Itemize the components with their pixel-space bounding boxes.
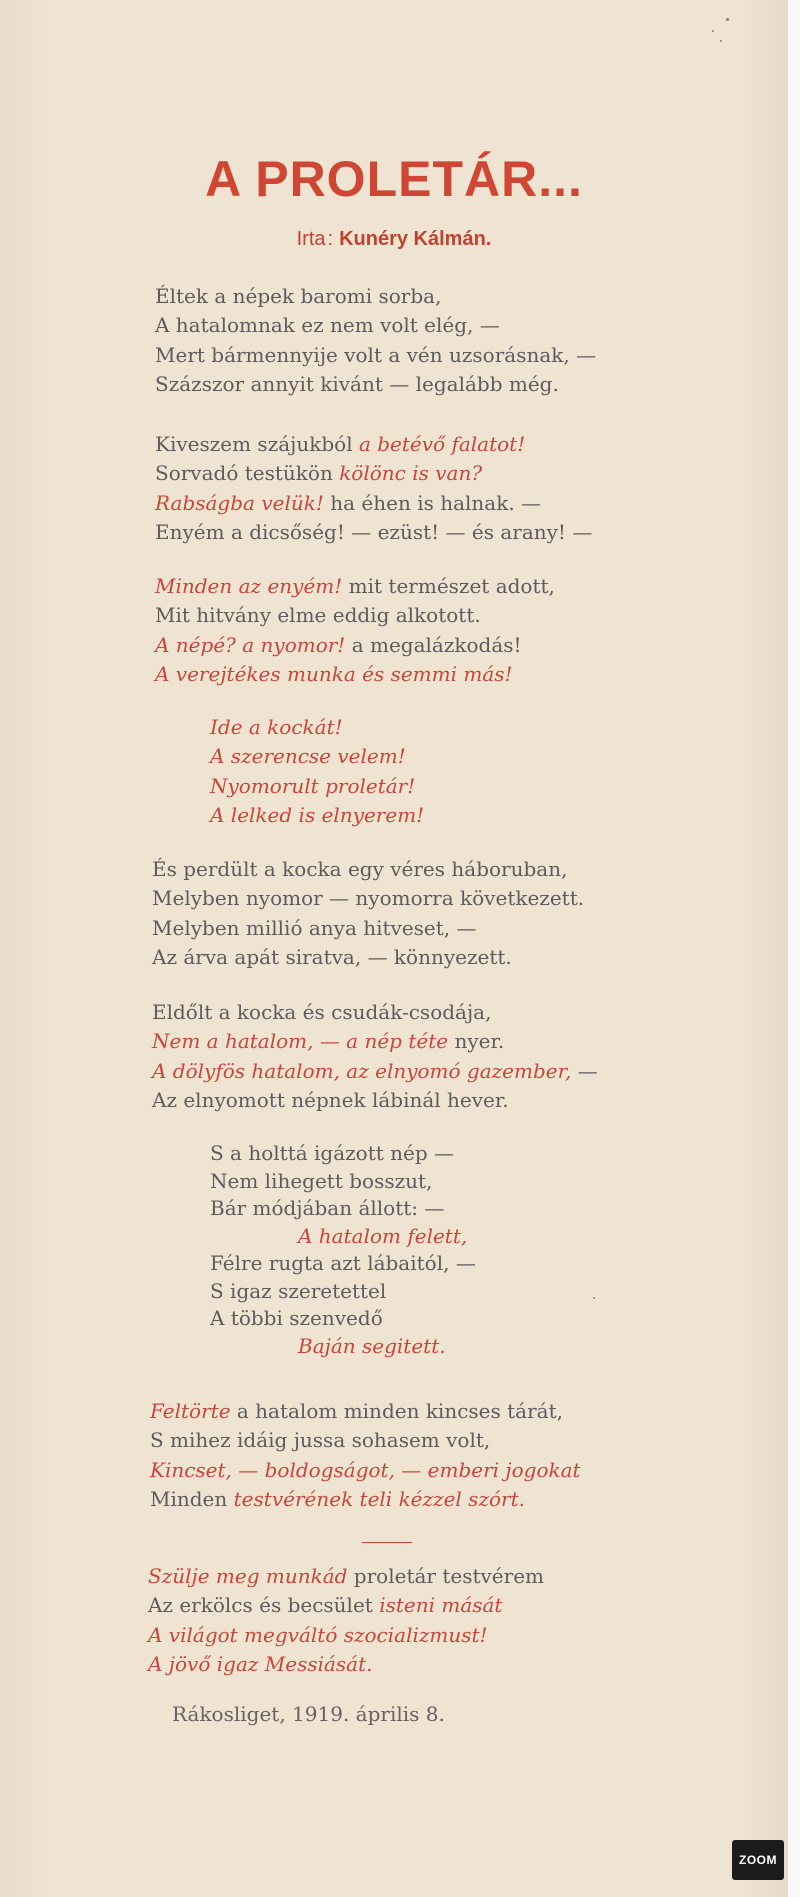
text-segment: Az elnyomott népnek lábinál hever. <box>152 1087 509 1112</box>
poem-line <box>210 772 424 801</box>
italic-segment: A jövő igaz Messiását. <box>148 1651 373 1676</box>
poem-line <box>155 311 596 340</box>
stanza <box>155 430 592 547</box>
poem-line <box>210 1278 476 1306</box>
poem-line <box>148 1591 544 1620</box>
text-segment: Félre rugta azt lábaitól, — <box>210 1251 476 1275</box>
dateline: Rákosliget, 1919. április 8. <box>172 1702 445 1726</box>
poem-line <box>152 884 584 913</box>
italic-segment: A népé? a nyomor! <box>155 632 346 657</box>
text-segment: Eldőlt a kocka és csudák-csodája, <box>152 1000 492 1024</box>
stanza <box>152 855 584 972</box>
italic-segment: isteni mását <box>379 1593 503 1618</box>
poem-line <box>210 1305 476 1333</box>
stanza <box>210 1140 476 1360</box>
italic-segment: Ide a kockát! <box>210 715 343 739</box>
paper-speck <box>593 1297 595 1299</box>
stanza <box>148 1562 544 1679</box>
italic-segment: A lelked is elnyerem! <box>210 802 425 827</box>
text-segment: Sorvadó testükön <box>155 461 340 486</box>
text-segment: mit természet adott, <box>342 574 555 598</box>
italic-segment: kölönc is van? <box>339 461 483 486</box>
text-segment: Az árva apát siratva, — könnyezett. <box>152 944 512 969</box>
text-segment: A többi szenvedő <box>210 1306 383 1330</box>
poem-line <box>152 998 598 1027</box>
paper-speck <box>720 40 722 42</box>
italic-segment: A szerencse velem! <box>210 744 406 769</box>
poem-line <box>155 282 596 311</box>
poem-line <box>150 1397 581 1426</box>
italic-segment: Nyomorult proletár! <box>210 773 416 798</box>
poem-line <box>155 341 596 370</box>
text-segment: S a holttá igázott nép — <box>210 1141 455 1165</box>
text-segment: És perdült a kocka egy véres háboruban, <box>152 857 568 881</box>
text-segment: Melyben millió anya hitveset, — <box>152 915 477 940</box>
italic-segment: A világot megváltó szocializmust! <box>148 1622 488 1647</box>
poem-line <box>210 1333 476 1361</box>
italic-segment: Rabságba velük! <box>155 490 324 515</box>
poem-title: A PROLETÁR... <box>205 151 583 207</box>
paper-speck <box>712 30 714 32</box>
text-segment: Mit hitvány elme eddig alkotott. <box>155 603 481 628</box>
italic-segment: Kincset, — boldogságot, — emberi jogokat <box>150 1457 581 1482</box>
text-segment: proletár testvérem <box>347 1564 544 1588</box>
text-segment: Enyém a dicsőség! — ezüst! — és arany! — <box>155 519 593 544</box>
scan-margin <box>788 0 800 1897</box>
text-segment: Melyben nyomor — nyomorra következett. <box>152 886 585 911</box>
poem-line <box>210 1250 476 1278</box>
byline-separator: : <box>327 228 334 250</box>
poem-line <box>152 1086 598 1115</box>
poem-line <box>210 742 424 771</box>
poem-line <box>155 518 592 547</box>
text-segment: Nem lihegett bosszut, <box>210 1168 433 1193</box>
poem-line <box>152 1027 598 1056</box>
text-segment: S igaz szeretettel <box>210 1278 387 1303</box>
poem-line <box>150 1426 581 1455</box>
poem-line <box>152 855 584 884</box>
italic-segment: testvérének teli kézzel szórt. <box>233 1486 525 1511</box>
italic-segment: Szülje meg munkád <box>148 1564 348 1588</box>
text-segment: Éltek a népek baromi sorba, <box>155 284 442 308</box>
stanza <box>155 282 596 399</box>
poem-line <box>150 1456 581 1485</box>
byline <box>0 228 788 251</box>
text-segment: a hatalom minden kincses tárát, <box>230 1399 563 1423</box>
stanza <box>150 1397 581 1514</box>
byline-author: Kunéry Kálmán. <box>339 228 492 250</box>
poem-line <box>155 631 555 660</box>
italic-segment: Baján segitett. <box>298 1333 446 1358</box>
text-segment: nyer. <box>448 1029 505 1054</box>
stanza <box>210 713 424 830</box>
italic-segment: Nem a hatalom, — a nép téte <box>152 1029 449 1054</box>
text-segment: Százszor annyit kivánt — legalább még. <box>155 371 559 396</box>
text-segment: Bár módjában állott: — <box>210 1196 445 1220</box>
poem-line <box>148 1621 544 1650</box>
poem-line <box>155 459 592 488</box>
italic-segment: A verejtékes munka és semmi más! <box>155 661 513 686</box>
italic-segment: A hatalom felett, <box>298 1223 468 1248</box>
poem-line <box>210 801 424 830</box>
poem-line <box>155 601 555 630</box>
stanza <box>155 572 555 689</box>
text-segment: A hatalomnak ez nem volt elég, — <box>155 313 500 338</box>
poem-line <box>148 1650 544 1679</box>
text-segment: Az erkölcs és becsület <box>148 1593 380 1618</box>
poem-line <box>152 1057 598 1086</box>
text-segment: S mihez idáig jussa sohasem volt, <box>150 1428 491 1453</box>
text-segment: Minden <box>150 1486 234 1511</box>
poem-line <box>152 914 584 943</box>
italic-segment: Feltörte <box>150 1399 231 1423</box>
poem-line <box>210 1168 476 1196</box>
section-divider <box>362 1542 412 1543</box>
byline-prefix: Irta <box>296 228 326 250</box>
poem-line <box>210 1223 476 1251</box>
poem-line <box>150 1485 581 1514</box>
italic-segment: Minden az enyém! <box>155 574 343 598</box>
stanza <box>152 998 598 1115</box>
poem-line <box>148 1562 544 1591</box>
text-segment: Kiveszem szájukból <box>155 432 359 456</box>
text-segment: — <box>571 1058 598 1083</box>
poem-line <box>210 713 424 742</box>
poem-line <box>155 489 592 518</box>
poem-line <box>152 943 584 972</box>
italic-segment: a betévő falatot! <box>358 432 526 456</box>
poem-line <box>210 1195 476 1223</box>
text-segment: Mert bármennyije volt a vén uzsorásnak, — <box>155 342 597 367</box>
text-segment: ha éhen is halnak. — <box>323 490 542 515</box>
poem-line <box>210 1140 476 1168</box>
poem-line <box>155 430 592 459</box>
zoom-badge[interactable]: ZOOM <box>732 1840 784 1880</box>
paper-speck <box>726 18 729 21</box>
italic-segment: A dölyfös hatalom, az elnyomó gazember, <box>152 1058 572 1083</box>
poem-line <box>155 370 596 399</box>
poem-line <box>155 572 555 601</box>
poem-line <box>155 660 555 689</box>
text-segment: a megalázkodás! <box>345 632 522 657</box>
